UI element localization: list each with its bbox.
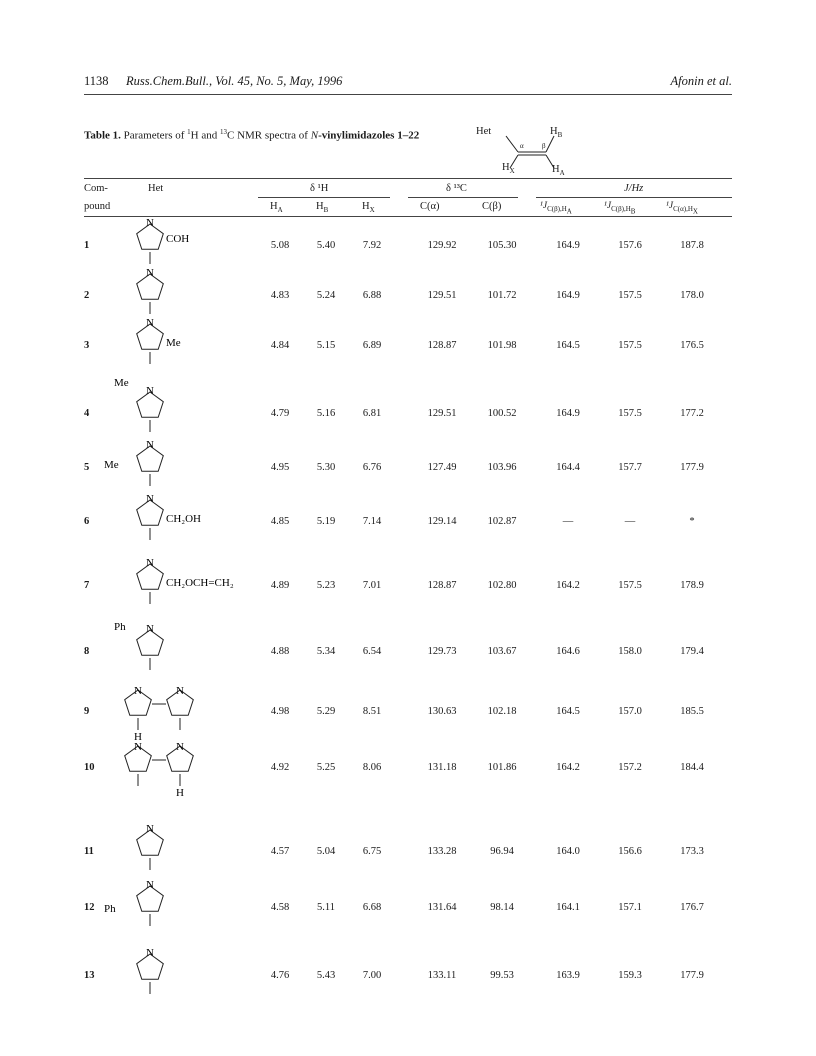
header-cbeta: C(β) xyxy=(482,201,502,212)
cell-ca: 131.18 xyxy=(427,762,457,773)
cell-ha: 5.08 xyxy=(270,240,290,251)
header-compound-2: pound xyxy=(84,201,111,212)
cell-ha: 4.57 xyxy=(270,846,290,857)
cell-hb: 5.34 xyxy=(316,646,336,657)
cell-cb: 102.87 xyxy=(487,516,517,527)
cell-j2: 157.5 xyxy=(618,408,642,419)
cell-ca: 131.64 xyxy=(427,902,457,913)
group-rule-h xyxy=(258,197,390,198)
caption-part-a: Parameters of xyxy=(123,129,188,142)
cell-ha: 4.83 xyxy=(270,290,290,301)
structure-12 xyxy=(104,878,254,937)
atom-n: N xyxy=(146,879,154,891)
atom-n: N xyxy=(146,623,154,635)
header-j1: $^1J_{C(\beta),H_A}$ xyxy=(540,201,572,216)
structure-11 xyxy=(104,822,254,881)
caption-sup-1: 1 xyxy=(187,128,191,136)
cell-hx: 8.06 xyxy=(362,762,382,773)
cell-ha: 4.85 xyxy=(270,516,290,527)
compound-number: 3 xyxy=(84,340,90,351)
cell-ha: 4.89 xyxy=(270,580,290,591)
atom-n: N xyxy=(146,947,154,959)
compound-number: 5 xyxy=(84,462,90,473)
cell-j1: 164.2 xyxy=(556,580,580,591)
cell-j2: 157.7 xyxy=(618,462,642,473)
cell-j3: 184.4 xyxy=(680,762,704,773)
table-top-rule xyxy=(84,178,732,179)
cell-ha: 4.88 xyxy=(270,646,290,657)
cell-hx: 8.51 xyxy=(362,706,382,717)
cell-j1: 164.5 xyxy=(556,340,580,351)
atom-h: H xyxy=(176,787,184,799)
header-j3: $^1J_{C(\alpha),H_X}$ xyxy=(666,201,698,216)
cell-j2: — xyxy=(624,516,636,527)
cell-hb: 5.30 xyxy=(316,462,336,473)
atom-n: N xyxy=(146,823,154,835)
cell-j1: 164.0 xyxy=(556,846,580,857)
header-rule xyxy=(84,94,732,95)
cell-hx: 7.00 xyxy=(362,970,382,981)
cell-cb: 96.94 xyxy=(490,846,514,857)
cell-j1: 164.6 xyxy=(556,646,580,657)
atom-n: N xyxy=(146,317,154,329)
header-ha: $H_A$ xyxy=(270,201,283,215)
compound-number: 1 xyxy=(84,240,90,251)
cell-cb: 102.18 xyxy=(487,706,517,717)
atom-n: N xyxy=(176,685,184,697)
compound-number: 12 xyxy=(84,902,95,913)
atom-n: N xyxy=(146,493,154,505)
cell-j3: 173.3 xyxy=(680,846,704,857)
atom-n: N xyxy=(146,385,154,397)
structure-10 xyxy=(104,738,254,797)
cell-j1: — xyxy=(562,516,574,527)
header-compound-1: Com- xyxy=(84,183,108,194)
cell-j1: 164.9 xyxy=(556,240,580,251)
cell-hb: 5.04 xyxy=(316,846,336,857)
cell-hx: 6.75 xyxy=(362,846,382,857)
substituent: Me xyxy=(114,377,129,389)
cell-ha: 4.84 xyxy=(270,340,290,351)
header-j2: $^1J_{C(\beta),H_B}$ xyxy=(604,201,636,216)
cell-j1: 164.9 xyxy=(556,408,580,419)
cell-j1: 164.2 xyxy=(556,762,580,773)
cell-j3: 179.4 xyxy=(680,646,704,657)
cell-ca: 127.49 xyxy=(427,462,457,473)
cell-ca: 128.87 xyxy=(427,340,457,351)
compound-number: 13 xyxy=(84,970,95,981)
cell-ha: 4.92 xyxy=(270,762,290,773)
substituent: CH₂OCH=CH₂ xyxy=(166,577,234,589)
cell-hb: 5.43 xyxy=(316,970,336,981)
cell-j3: 177.9 xyxy=(680,970,704,981)
cell-ca: 129.51 xyxy=(427,290,457,301)
structure-13 xyxy=(104,946,254,1005)
structure-3 xyxy=(104,316,254,375)
cell-j3: 177.9 xyxy=(680,462,704,473)
cell-cb: 98.14 xyxy=(490,902,514,913)
cell-ca: 133.28 xyxy=(427,846,457,857)
cell-cb: 103.96 xyxy=(487,462,517,473)
structure-6 xyxy=(104,492,254,551)
cell-hb: 5.19 xyxy=(316,516,336,527)
cell-ha: 4.98 xyxy=(270,706,290,717)
group-rule-j xyxy=(536,197,732,198)
cell-ha: 4.76 xyxy=(270,970,290,981)
table-label: Table 1. xyxy=(84,129,121,142)
cell-cb: 100.52 xyxy=(487,408,517,419)
cell-ca: 128.87 xyxy=(427,580,457,591)
atom-h: H xyxy=(134,731,142,743)
structure-9 xyxy=(104,682,254,741)
cell-j3: 185.5 xyxy=(680,706,704,717)
scheme-beta: β xyxy=(542,142,546,150)
cell-j3: 178.0 xyxy=(680,290,704,301)
cell-ca: 129.14 xyxy=(427,516,457,527)
compound-number: 6 xyxy=(84,516,90,527)
journal-citation: Russ.Chem.Bull., Vol. 45, No. 5, May, 1996 xyxy=(126,74,343,88)
scheme-hx: $H_X$ xyxy=(502,162,515,176)
cell-hx: 6.89 xyxy=(362,340,382,351)
atom-n: N xyxy=(146,439,154,451)
cell-cb: 99.53 xyxy=(490,970,514,981)
compound-number: 2 xyxy=(84,290,90,301)
atom-n: N xyxy=(146,267,154,279)
cell-hx: 6.88 xyxy=(362,290,382,301)
cell-j2: 157.5 xyxy=(618,580,642,591)
substituent: CH₂OH xyxy=(166,513,202,525)
compound-number: 7 xyxy=(84,580,90,591)
atom-n: N xyxy=(134,741,142,753)
cell-hx: 7.92 xyxy=(362,240,382,251)
cell-ca: 129.51 xyxy=(427,408,457,419)
structure-8 xyxy=(104,622,254,681)
caption-part-d: -vinylimidazoles 1–22 xyxy=(318,129,420,142)
cell-j2: 157.6 xyxy=(618,240,642,251)
cell-j2: 157.5 xyxy=(618,290,642,301)
cell-ha: 4.79 xyxy=(270,408,290,419)
scheme-ha: $H_A$ xyxy=(552,164,565,178)
cell-ca: 129.73 xyxy=(427,646,457,657)
cell-hx: 7.14 xyxy=(362,516,382,527)
structure-7 xyxy=(104,556,254,615)
cell-hb: 5.24 xyxy=(316,290,336,301)
vinyl-scheme xyxy=(478,122,568,178)
cell-hx: 6.54 xyxy=(362,646,382,657)
header-hx: $H_X$ xyxy=(362,201,375,215)
caption-part-b: H and xyxy=(190,129,220,142)
caption-italic-n: N xyxy=(310,129,319,142)
group-rule-c xyxy=(408,197,518,198)
cell-j3: 176.7 xyxy=(680,902,704,913)
structure-5 xyxy=(104,438,254,497)
cell-j2: 159.3 xyxy=(618,970,642,981)
cell-ca: 133.11 xyxy=(427,970,457,981)
cell-j3: 177.2 xyxy=(680,408,704,419)
substituent: Ph xyxy=(104,903,116,915)
cell-hx: 6.76 xyxy=(362,462,382,473)
header-calpha: C(α) xyxy=(420,201,440,212)
cell-hb: 5.25 xyxy=(316,762,336,773)
cell-cb: 102.80 xyxy=(487,580,517,591)
cell-hb: 5.23 xyxy=(316,580,336,591)
page-number: 1138 xyxy=(84,74,109,88)
caption-sup-13: 13 xyxy=(220,128,227,136)
cell-j2: 157.2 xyxy=(618,762,642,773)
header-hb: $H_B$ xyxy=(316,201,329,215)
atom-n: N xyxy=(146,217,154,229)
cell-cb: 105.30 xyxy=(487,240,517,251)
compound-number: 4 xyxy=(84,408,90,419)
structure-4 xyxy=(104,377,254,443)
cell-ha: 4.95 xyxy=(270,462,290,473)
author-name: Afonin et al. xyxy=(670,74,732,88)
cell-j1: 164.4 xyxy=(556,462,580,473)
cell-hx: 6.68 xyxy=(362,902,382,913)
cell-hb: 5.29 xyxy=(316,706,336,717)
running-header xyxy=(84,74,732,94)
header-group-j: J/Hz xyxy=(624,183,644,194)
table-caption xyxy=(84,128,419,142)
cell-j2: 157.1 xyxy=(618,902,642,913)
atom-n: N xyxy=(176,741,184,753)
cell-cb: 103.67 xyxy=(487,646,517,657)
cell-j2: 157.0 xyxy=(618,706,642,717)
header-het: Het xyxy=(148,183,164,194)
header-group-c: δ ¹³C xyxy=(446,183,467,194)
cell-hx: 7.01 xyxy=(362,580,382,591)
cell-j2: 157.5 xyxy=(618,340,642,351)
cell-cb: 101.98 xyxy=(487,340,517,351)
substituent: Me xyxy=(166,337,181,349)
cell-j3: * xyxy=(689,516,695,527)
cell-j1: 164.1 xyxy=(556,902,580,913)
scheme-het: Het xyxy=(476,126,492,137)
compound-number: 8 xyxy=(84,646,90,657)
cell-j1: 163.9 xyxy=(556,970,580,981)
cell-hb: 5.11 xyxy=(317,902,335,913)
cell-cb: 101.86 xyxy=(487,762,517,773)
caption-part-c: C NMR spectra of xyxy=(227,129,311,142)
scheme-alpha: α xyxy=(520,142,524,150)
compound-number: 10 xyxy=(84,762,95,773)
atom-n: N xyxy=(134,685,142,697)
cell-cb: 101.72 xyxy=(487,290,517,301)
cell-j2: 158.0 xyxy=(618,646,642,657)
cell-j1: 164.9 xyxy=(556,290,580,301)
cell-hb: 5.16 xyxy=(316,408,336,419)
substituent: Ph xyxy=(114,621,126,633)
cell-ha: 4.58 xyxy=(270,902,290,913)
compound-number: 9 xyxy=(84,706,90,717)
cell-hb: 5.15 xyxy=(316,340,336,351)
substituent: COH xyxy=(166,233,190,245)
cell-j3: 187.8 xyxy=(680,240,704,251)
cell-j2: 156.6 xyxy=(618,846,642,857)
scheme-hb: $H_B$ xyxy=(550,126,563,140)
cell-ca: 129.92 xyxy=(427,240,457,251)
cell-hx: 6.81 xyxy=(362,408,382,419)
substituent: Me xyxy=(104,459,119,471)
cell-ca: 130.63 xyxy=(427,706,457,717)
header-group-h: δ ¹H xyxy=(310,183,329,194)
cell-j1: 164.5 xyxy=(556,706,580,717)
cell-j3: 176.5 xyxy=(680,340,704,351)
compound-number: 11 xyxy=(84,846,94,857)
cell-hb: 5.40 xyxy=(316,240,336,251)
cell-j3: 178.9 xyxy=(680,580,704,591)
atom-n: N xyxy=(146,557,154,569)
